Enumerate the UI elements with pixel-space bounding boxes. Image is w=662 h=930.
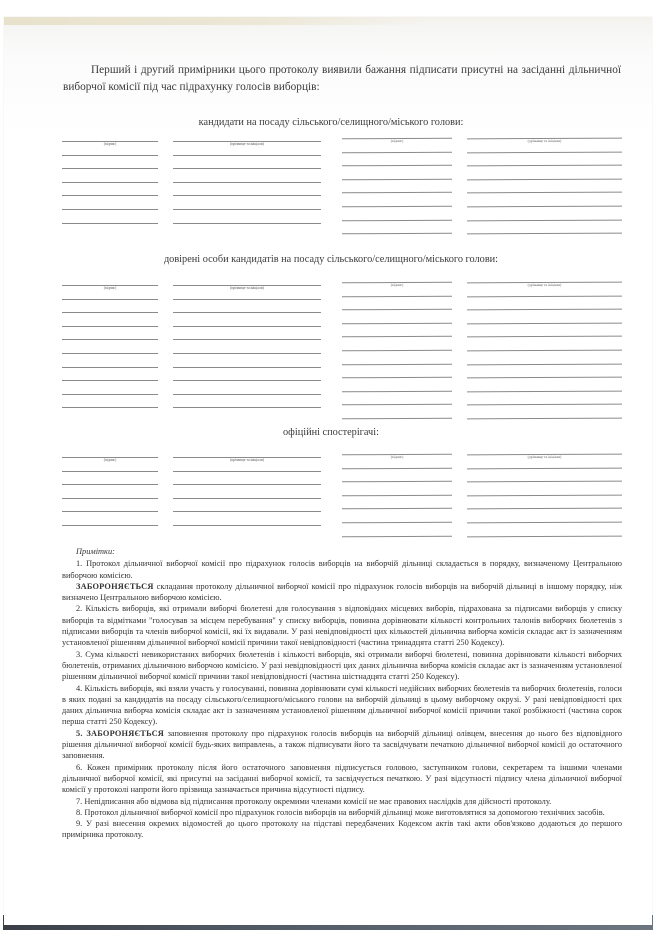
column-caption: (прізвище та ініціали): [527, 282, 562, 288]
note-item: [62, 649, 622, 683]
signature-line[interactable]: [173, 484, 321, 485]
signature-line[interactable]: [467, 138, 622, 144]
signature-line[interactable]: [173, 155, 321, 156]
signature-line[interactable]: [467, 336, 622, 338]
note-item: [62, 603, 622, 648]
signature-line[interactable]: [62, 155, 158, 156]
signature-line[interactable]: [342, 404, 452, 405]
signature-line[interactable]: [62, 407, 158, 408]
signature-line[interactable]: [173, 209, 321, 210]
signature-line[interactable]: [173, 195, 321, 196]
signature-line[interactable]: [342, 151, 452, 152]
signature-line[interactable]: [342, 495, 452, 496]
signature-line[interactable]: [342, 363, 452, 364]
signature-line[interactable]: [342, 282, 452, 288]
signature-line[interactable]: [467, 219, 622, 221]
signature-line[interactable]: [62, 484, 158, 485]
signature-line[interactable]: [467, 454, 622, 460]
signature-line[interactable]: [173, 223, 321, 224]
signature-line[interactable]: [342, 377, 452, 378]
section-title-observers: офіційні спостерігачі:: [283, 427, 379, 438]
notes-heading: Примітки:: [76, 547, 115, 556]
note-text: 7. Непідписання або відмова від підписання протоколу окремими членами комісії не має правових наслідків для дійсності протоколу.: [76, 796, 552, 806]
column-caption: (прізвище та ініціали): [230, 142, 264, 146]
signature-line[interactable]: [467, 192, 622, 194]
signature-line[interactable]: [342, 336, 452, 337]
signature-line[interactable]: [342, 350, 452, 351]
signature-line[interactable]: [62, 353, 158, 354]
signature-line[interactable]: [467, 481, 622, 483]
column-caption: (прізвище та ініціали): [527, 454, 562, 460]
signature-line[interactable]: [62, 326, 158, 327]
signature-column-signature-left: [62, 285, 158, 408]
column-caption: (підпис): [103, 286, 117, 290]
signature-line[interactable]: [467, 522, 622, 524]
column-caption: (прізвище та ініціали): [230, 458, 264, 462]
signature-line[interactable]: [467, 467, 622, 469]
note-item: [62, 762, 622, 796]
signature-line[interactable]: [62, 285, 158, 290]
signature-line[interactable]: [62, 457, 158, 462]
signature-line[interactable]: [62, 223, 158, 224]
signature-column-signature-right: [342, 282, 452, 419]
signature-line[interactable]: [467, 535, 622, 537]
signature-line[interactable]: [467, 178, 622, 180]
signature-line[interactable]: [467, 151, 622, 153]
note-text: 4. Кількість виборців, які взяли участь у голосуванні, повинна дорівнювати сумі кількості недійсних виборчих бюлетенів та виборчих бюлетенів, голоси в яких подані за кандидатів на посаду сільського/селищного/міського голови на виборчій дільниці в цьому виборчому окрузі. У разі невідповідності цих даних дільнична виборча комісія складає акт із зазначенням установленої рішенням дільничної виборчої комісії причини такої розбіжності (частина сорок перша статті 250 Кодексу).: [62, 683, 622, 727]
signature-line[interactable]: [173, 168, 321, 169]
column-caption: (підпис): [390, 454, 404, 460]
note-text: складання протоколу дільничної виборчої комісії про підрахунок голосів виборців на виборчій дільниці в іншому порядку, ніж визначено Центральною виборчою комісією.: [62, 581, 622, 603]
signature-column-name-right: [467, 138, 622, 234]
signature-line[interactable]: [173, 394, 321, 395]
signature-line[interactable]: [467, 390, 622, 392]
signature-line[interactable]: [342, 138, 452, 144]
section-title-proxies: довірені особи кандидатів на посаду сільського/селищного/міського голови:: [163, 254, 499, 265]
signature-line[interactable]: [173, 457, 321, 462]
signature-column-name-left: [173, 457, 321, 526]
signature-column-name-left: [173, 285, 321, 408]
note-item: [62, 818, 622, 841]
column-caption: (прізвище та ініціали): [230, 286, 264, 290]
column-caption: (прізвище та ініціали): [527, 138, 562, 144]
note-text: 3. Сума кількості невикористаних виборчих бюлетенів і кількості виборців, які отримали виборчі бюлетені, повинна дорівнювати кількості виборчих бюлетенів, отриманих дільничною виборчою комісією. У разі невідповідності цих даних дільнична виборча комісія складає акт із зазначенням установленої рішенням дільничної виборчої комісії причини такої невідповідності (частина шістнадцята статті 250 Кодексу).: [62, 649, 622, 682]
signature-line[interactable]: [342, 454, 452, 460]
note-text: 8. Протокол дільничної виборчої комісії про підрахунок голосів виборців на виборчій дільниці може виготовлятися за допомогою технічних засобів.: [76, 807, 605, 817]
signature-line[interactable]: [467, 309, 622, 311]
signature-line[interactable]: [342, 219, 452, 220]
signature-line[interactable]: [173, 380, 321, 381]
note-emphasis: ЗАБОРОНЯЄТЬСЯ: [76, 581, 154, 591]
signature-line[interactable]: [173, 511, 321, 512]
note-item: [62, 558, 622, 581]
signature-line[interactable]: [467, 206, 622, 208]
signature-line[interactable]: [467, 404, 622, 406]
signature-column-name-right: [467, 454, 622, 537]
column-caption: (підпис): [390, 282, 404, 288]
signature-line[interactable]: [467, 363, 622, 365]
signature-line[interactable]: [173, 141, 321, 146]
signature-line[interactable]: [342, 309, 452, 310]
signature-line[interactable]: [342, 295, 452, 296]
signature-column-signature-right: [342, 454, 452, 537]
signature-line[interactable]: [62, 141, 158, 146]
signature-line[interactable]: [62, 209, 158, 210]
signature-line[interactable]: [62, 498, 158, 499]
signature-line[interactable]: [342, 467, 452, 468]
signature-column-name-left: [173, 141, 321, 224]
note-item: [62, 728, 622, 762]
signature-line[interactable]: [173, 326, 321, 327]
note-item: [62, 683, 622, 728]
signature-line[interactable]: [342, 535, 452, 536]
signature-line[interactable]: [62, 394, 158, 395]
notes-list: [62, 558, 622, 840]
signature-line[interactable]: [173, 299, 321, 300]
signature-line[interactable]: [173, 339, 321, 340]
signature-line[interactable]: [342, 323, 452, 324]
signature-line[interactable]: [342, 165, 452, 166]
signature-line[interactable]: [62, 525, 158, 526]
signature-line[interactable]: [173, 525, 321, 526]
note-emphasis: 5. ЗАБОРОНЯЄТЬСЯ: [76, 728, 165, 738]
signature-line[interactable]: [173, 285, 321, 290]
signature-line[interactable]: [342, 522, 452, 523]
signature-line[interactable]: [62, 182, 158, 183]
signature-line[interactable]: [467, 295, 622, 297]
note-text: 6. Кожен примірник протоколу після його остаточного заповнення підписується головою, заступником голови, секретарем та іншими членами дільничної виборчої комісії, які присутні на засіданні виборчої комісії, та засвідчується печаткою. У разі відсутності підпису члена дільничної виборчої комісії у протоколі напроти його прізвища зазначається причина відсутності підпису.: [62, 762, 622, 795]
note-text: 9. У разі внесення окремих відомостей до цього протоколу на підставі передбачених Кодексом актів такі акти обов'язково додаються до першого примірника протоколу.: [62, 819, 622, 840]
column-caption: (підпис): [103, 458, 117, 462]
signature-line[interactable]: [62, 168, 158, 169]
note-text: 1. Протокол дільничної виборчої комісії про підрахунок голосів виборців на виборчій дільниці складається в порядку, визначеному Центральною виборчою комісією.: [62, 559, 622, 580]
note-item: [62, 807, 622, 818]
signature-column-signature-right: [342, 138, 452, 234]
signature-line[interactable]: [342, 206, 452, 207]
signature-line[interactable]: [467, 494, 622, 496]
notes-block: [62, 546, 622, 841]
signature-line[interactable]: [342, 192, 452, 193]
signature-line[interactable]: [173, 498, 321, 499]
signature-column-signature-left: [62, 141, 158, 224]
signature-line[interactable]: [467, 322, 622, 324]
page-top-shadow: [4, 17, 424, 25]
signature-line[interactable]: [62, 471, 158, 472]
intro-paragraph: Перший і другий примірники цього протоколу виявили бажання підписати присутні на засіданні дільничної виборчої комісії під час підрахунку голосів виборців:: [63, 64, 621, 93]
signature-line[interactable]: [342, 179, 452, 180]
column-caption: (підпис): [103, 142, 117, 146]
signature-line[interactable]: [62, 380, 158, 381]
signature-line[interactable]: [467, 165, 622, 167]
signature-line[interactable]: [173, 471, 321, 472]
column-caption: (підпис): [390, 138, 404, 144]
signature-line[interactable]: [467, 350, 622, 352]
note-item: [62, 581, 622, 604]
signature-line[interactable]: [173, 182, 321, 183]
signature-line[interactable]: [173, 353, 321, 354]
signature-line[interactable]: [173, 407, 321, 408]
signature-line[interactable]: [62, 312, 158, 313]
signature-line[interactable]: [342, 481, 452, 482]
section-title-candidates: кандидати на посаду сільського/селищного/міського голови:: [198, 117, 464, 128]
signature-line[interactable]: [62, 367, 158, 368]
signature-line[interactable]: [62, 339, 158, 340]
signature-line[interactable]: [342, 391, 452, 392]
signature-line[interactable]: [467, 508, 622, 510]
signature-line[interactable]: [62, 511, 158, 512]
note-text: заповнення протоколу про підрахунок голосів виборців на виборчій дільниці олівцем, внесення до нього без відповідного рішення дільничної виборчої комісії будь-яких виправлень, а також підписувати його та засвідчувати печаткою дільничної виборчої комісії до остаточного заповнення.: [62, 728, 622, 761]
signature-line[interactable]: [342, 508, 452, 509]
signature-column-signature-left: [62, 457, 158, 526]
note-text: 2. Кількість виборців, які отримали виборчі бюлетені для голосування з відповідних місцевих виборів, підрахована за підписами виборців у списку виборців та відмітками "голосував за місцем перебування" у списку виборців, повинна дорівнювати кількості контрольних талонів виборчих бюлетенів з підписами виборців та членів виборчої комісії, які їх видавали. У разі невідповідності цих кількостей дільнична виборча комісія складає акт із зазначенням установленої рішенням дільничної виборчої комісії причини такої невідповідності (частина тринадцята статті 250 Кодексу).: [62, 604, 622, 648]
signature-line[interactable]: [62, 195, 158, 196]
signature-line[interactable]: [173, 312, 321, 313]
signature-line[interactable]: [467, 282, 622, 288]
signature-line[interactable]: [467, 377, 622, 379]
signature-line[interactable]: [173, 367, 321, 368]
signature-column-name-right: [467, 282, 622, 419]
signature-line[interactable]: [62, 299, 158, 300]
note-item: [62, 796, 622, 807]
